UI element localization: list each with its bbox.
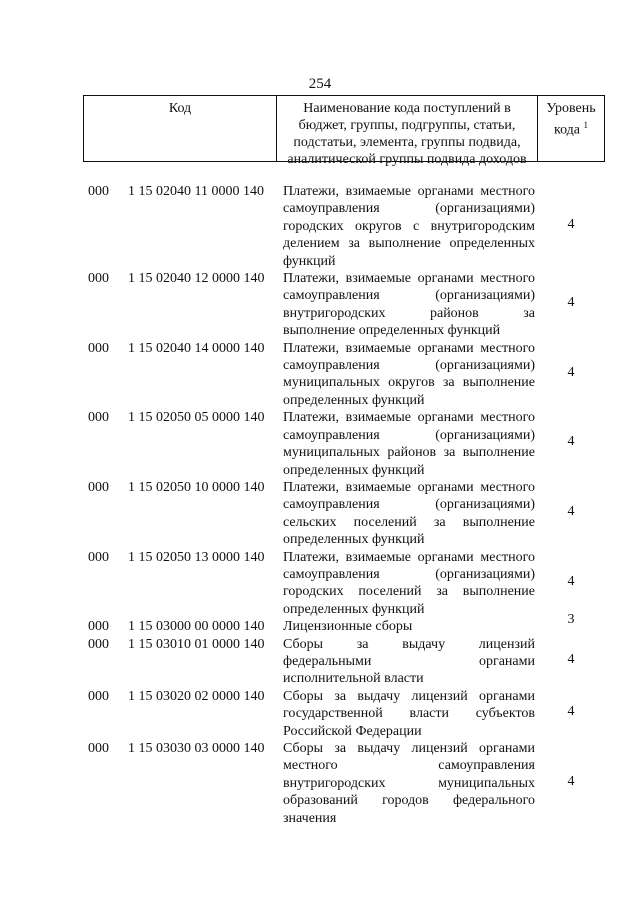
table-row bbox=[0, 549, 640, 619]
row-name-line: самоуправления (организациями) bbox=[283, 201, 535, 217]
row-prefix: 000 bbox=[88, 741, 109, 756]
table-row bbox=[0, 409, 640, 479]
row-code: 1 15 02040 12 0000 140 bbox=[128, 271, 265, 287]
row-name-line: значения bbox=[283, 810, 337, 826]
row-prefix: 000 bbox=[88, 271, 109, 287]
row-level: 4 bbox=[567, 216, 575, 232]
header-name-line: бюджет, группы, подгруппы, статьи, bbox=[298, 118, 516, 133]
row-name-line: государственной власти субъектов bbox=[283, 706, 535, 722]
table-row bbox=[0, 270, 640, 340]
table-body bbox=[0, 183, 640, 827]
row-name-line: Российской Федерации bbox=[283, 723, 422, 739]
table-row bbox=[0, 479, 640, 549]
row-name bbox=[283, 183, 535, 270]
row-code: 1 15 02040 14 0000 140 bbox=[128, 340, 265, 356]
row-prefix: 000 bbox=[88, 479, 109, 495]
header-name bbox=[276, 96, 537, 167]
row-code: 1 15 02050 13 0000 140 bbox=[128, 549, 265, 565]
row-level: 4 bbox=[567, 504, 575, 519]
row-name bbox=[283, 409, 535, 479]
header-name-line: аналитической группы подвида доходов bbox=[287, 152, 527, 167]
row-name-line: самоуправления (организациями) bbox=[283, 566, 535, 582]
row-level: 4 bbox=[567, 651, 575, 667]
row-name bbox=[283, 549, 535, 619]
row-code: 1 15 02050 10 0000 140 bbox=[128, 479, 265, 495]
row-prefix: 000 bbox=[88, 340, 109, 356]
row-name-line: местного самоуправления bbox=[283, 758, 535, 774]
row-level: 4 bbox=[567, 434, 575, 450]
row-name-line: Платежи, взимаемые органами местного bbox=[283, 479, 535, 495]
row-name bbox=[283, 270, 535, 340]
row-level: 4 bbox=[567, 773, 575, 789]
row-name-line: функций bbox=[283, 253, 336, 269]
row-name-line: сельских поселений за выполнение bbox=[283, 514, 535, 530]
row-prefix: 000 bbox=[88, 184, 109, 199]
row-name-line: Сборы за выдачу лицензий органами bbox=[283, 688, 535, 704]
row-name bbox=[283, 618, 535, 635]
table-row bbox=[0, 183, 640, 270]
row-name-line: самоуправления (организациями) bbox=[283, 497, 535, 513]
row-prefix: 000 bbox=[88, 549, 109, 565]
table-row bbox=[0, 636, 640, 688]
row-name-line: Платежи, взимаемые органами местного bbox=[283, 184, 535, 199]
row-name-line: определенных функций bbox=[283, 392, 425, 408]
row-code: 1 15 03010 01 0000 140 bbox=[128, 636, 265, 652]
row-code: 1 15 03000 00 0000 140 bbox=[128, 619, 265, 635]
row-name-line: самоуправления (организациями) bbox=[283, 427, 535, 443]
row-prefix: 000 bbox=[88, 410, 109, 426]
page-number: 254 bbox=[308, 76, 332, 92]
row-name bbox=[283, 636, 535, 688]
row-name-line: исполнительной власти bbox=[283, 671, 424, 687]
header-name-line: подстатьи, элемента, группы подвида, bbox=[293, 135, 521, 150]
row-name bbox=[283, 479, 535, 549]
row-level: 4 bbox=[567, 364, 575, 380]
header-level-line1: Уровень bbox=[546, 101, 596, 116]
row-name-line: определенных функций bbox=[283, 601, 425, 617]
row-name bbox=[283, 688, 535, 740]
row-name-line: городских округов с внутригородским bbox=[283, 218, 535, 234]
row-prefix: 000 bbox=[88, 636, 109, 652]
row-code: 1 15 03030 03 0000 140 bbox=[128, 741, 265, 756]
row-name-line: определенных функций bbox=[283, 462, 425, 478]
row-name-line: внутригородских муниципальных bbox=[283, 775, 535, 791]
row-name-line: самоуправления (организациями) bbox=[283, 358, 535, 374]
row-name-line: федеральными органами bbox=[283, 653, 535, 669]
row-name-line: Сборы за выдачу лицензий органами bbox=[283, 741, 535, 756]
row-name-line: делением за выполнение определенных bbox=[283, 236, 535, 252]
row-name-line: муниципальных районов за выполнение bbox=[283, 445, 535, 461]
header-level-line2 bbox=[538, 117, 604, 139]
row-name-line: Платежи, взимаемые органами местного bbox=[283, 410, 535, 426]
row-name-line: Платежи, взимаемые органами местного bbox=[283, 549, 535, 565]
row-prefix: 000 bbox=[88, 619, 109, 635]
header-level bbox=[537, 96, 605, 161]
row-name-line: самоуправления (организациями) bbox=[283, 288, 535, 304]
row-name-line: Платежи, взимаемые органами местного bbox=[283, 340, 535, 356]
header-code bbox=[83, 96, 276, 161]
header-name-line: Наименование кода поступлений в bbox=[303, 101, 511, 116]
row-code: 1 15 02040 11 0000 140 bbox=[128, 184, 264, 199]
table-row bbox=[0, 612, 640, 635]
footnote-marker: 1 bbox=[583, 120, 589, 130]
row-name-line: Платежи, взимаемые органами местного bbox=[283, 271, 535, 287]
table-row bbox=[0, 340, 640, 410]
row-code: 1 15 03020 02 0000 140 bbox=[128, 688, 265, 704]
table-row bbox=[0, 688, 640, 740]
row-code: 1 15 02050 05 0000 140 bbox=[128, 410, 265, 426]
row-name-line: внутригородских районов за bbox=[283, 305, 535, 321]
row-level: 3 bbox=[567, 612, 575, 628]
header-level-word: кода bbox=[553, 122, 581, 138]
row-name-line: образований городов федерального bbox=[283, 793, 535, 809]
table-header bbox=[83, 95, 605, 167]
row-name bbox=[283, 740, 535, 827]
row-name-line: выполнение определенных функций bbox=[283, 323, 501, 339]
header-code-label: Код bbox=[168, 101, 192, 116]
row-prefix: 000 bbox=[88, 688, 109, 704]
row-name-line: городских поселений за выполнение bbox=[283, 584, 535, 600]
row-name bbox=[283, 340, 535, 410]
table-row bbox=[0, 740, 640, 827]
row-level: 4 bbox=[567, 573, 575, 589]
row-name-line: Сборы за выдачу лицензий bbox=[283, 636, 535, 652]
row-level: 4 bbox=[567, 704, 575, 720]
row-name-line: муниципальных округов за выполнение bbox=[283, 375, 535, 391]
row-name-line: определенных функций bbox=[283, 532, 425, 548]
row-name-line: Лицензионные сборы bbox=[283, 619, 413, 635]
row-level: 4 bbox=[567, 295, 575, 311]
